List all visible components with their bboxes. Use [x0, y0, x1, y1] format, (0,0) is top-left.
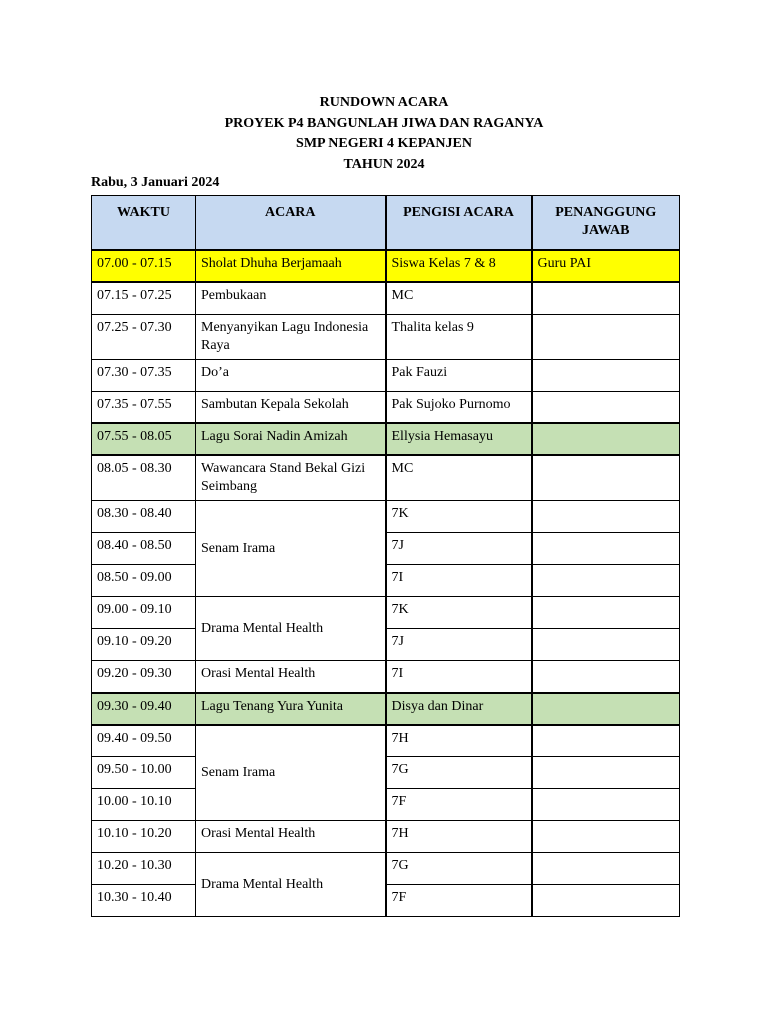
document-header — [0, 93, 768, 175]
table-row — [92, 282, 680, 314]
cell-penanggung-jawab: Guru PAI — [532, 250, 680, 282]
cell-acara: Drama Mental Health — [196, 597, 386, 661]
cell-pengisi: 7I — [386, 661, 532, 693]
cell-waktu: 09.50 - 10.00 — [92, 757, 196, 789]
rundown-table — [91, 195, 680, 917]
cell-penanggung-jawab — [532, 391, 680, 423]
header-acara: ACARA — [196, 196, 386, 251]
cell-penanggung-jawab — [532, 693, 680, 725]
cell-pengisi: Ellysia Hemasayu — [386, 423, 532, 455]
table-row — [92, 757, 680, 789]
cell-pengisi: Pak Sujoko Purnomo — [386, 391, 532, 423]
cell-penanggung-jawab — [532, 725, 680, 757]
cell-waktu: 10.10 - 10.20 — [92, 821, 196, 853]
cell-pengisi: Pak Fauzi — [386, 359, 532, 391]
cell-acara: Lagu Sorai Nadin Amizah — [196, 423, 386, 455]
table-row — [92, 359, 680, 391]
cell-penanggung-jawab — [532, 885, 680, 917]
table-body — [92, 250, 680, 917]
header-pengisi: PENGISI ACARA — [386, 196, 532, 251]
cell-acara: Orasi Mental Health — [196, 821, 386, 853]
cell-waktu: 07.15 - 07.25 — [92, 282, 196, 314]
cell-waktu: 09.40 - 09.50 — [92, 725, 196, 757]
cell-penanggung-jawab — [532, 501, 680, 533]
cell-penanggung-jawab — [532, 314, 680, 359]
table-row — [92, 885, 680, 917]
cell-penanggung-jawab — [532, 359, 680, 391]
cell-acara: Wawancara Stand Bekal Gizi Seimbang — [196, 455, 386, 501]
table-row — [92, 565, 680, 597]
cell-acara: Lagu Tenang Yura Yunita — [196, 693, 386, 725]
cell-waktu: 10.30 - 10.40 — [92, 885, 196, 917]
cell-penanggung-jawab — [532, 282, 680, 314]
cell-waktu: 07.30 - 07.35 — [92, 359, 196, 391]
cell-acara: Sambutan Kepala Sekolah — [196, 391, 386, 423]
cell-pengisi: 7K — [386, 501, 532, 533]
cell-penanggung-jawab — [532, 789, 680, 821]
cell-acara: Orasi Mental Health — [196, 661, 386, 693]
table-row — [92, 821, 680, 853]
table-row — [92, 501, 680, 533]
cell-waktu: 09.30 - 09.40 — [92, 693, 196, 725]
table-row — [92, 314, 680, 359]
cell-waktu: 08.50 - 09.00 — [92, 565, 196, 597]
cell-pengisi: 7G — [386, 757, 532, 789]
cell-acara: Menyanyikan Lagu Indonesia Raya — [196, 314, 386, 359]
cell-penanggung-jawab — [532, 533, 680, 565]
cell-acara: Sholat Dhuha Berjamaah — [196, 250, 386, 282]
cell-waktu: 10.00 - 10.10 — [92, 789, 196, 821]
cell-pengisi: 7J — [386, 629, 532, 661]
cell-penanggung-jawab — [532, 821, 680, 853]
cell-penanggung-jawab — [532, 853, 680, 885]
cell-pengisi: 7H — [386, 821, 532, 853]
cell-waktu: 07.35 - 07.55 — [92, 391, 196, 423]
event-date: Rabu, 3 Januari 2024 — [91, 175, 220, 190]
cell-waktu: 10.20 - 10.30 — [92, 853, 196, 885]
table-row — [92, 455, 680, 501]
cell-acara: Pembukaan — [196, 282, 386, 314]
cell-pengisi: 7I — [386, 565, 532, 597]
cell-acara: Drama Mental Health — [196, 853, 386, 917]
table-row — [92, 423, 680, 455]
cell-pengisi: Disya dan Dinar — [386, 693, 532, 725]
cell-acara: Senam Irama — [196, 725, 386, 821]
cell-waktu: 08.40 - 08.50 — [92, 533, 196, 565]
cell-penanggung-jawab — [532, 423, 680, 455]
table-row — [92, 629, 680, 661]
cell-pengisi: 7F — [386, 885, 532, 917]
title-line-2: PROYEK P4 BANGUNLAH JIWA DAN RAGANYA — [224, 115, 544, 131]
cell-pengisi: 7K — [386, 597, 532, 629]
cell-pengisi: 7H — [386, 725, 532, 757]
title-line-1: RUNDOWN ACARA — [319, 95, 449, 110]
cell-pengisi: 7J — [386, 533, 532, 565]
cell-penanggung-jawab — [532, 629, 680, 661]
cell-pengisi: 7F — [386, 789, 532, 821]
cell-acara: Senam Irama — [196, 501, 386, 597]
cell-acara: Do’a — [196, 359, 386, 391]
title-line-3: SMP NEGERI 4 KEPANJEN — [296, 136, 472, 151]
cell-waktu: 09.20 - 09.30 — [92, 661, 196, 693]
cell-waktu: 09.00 - 09.10 — [92, 597, 196, 629]
table-row — [92, 789, 680, 821]
header-waktu: WAKTU — [92, 196, 196, 251]
cell-waktu: 07.55 - 08.05 — [92, 423, 196, 455]
title-line-4: TAHUN 2024 — [343, 156, 425, 172]
table-header-row — [92, 196, 680, 251]
cell-penanggung-jawab — [532, 565, 680, 597]
cell-waktu: 08.30 - 08.40 — [92, 501, 196, 533]
table-row — [92, 853, 680, 885]
cell-penanggung-jawab — [532, 455, 680, 501]
cell-waktu: 08.05 - 08.30 — [92, 455, 196, 501]
cell-pengisi: Siswa Kelas 7 & 8 — [386, 250, 532, 282]
table-row — [92, 597, 680, 629]
table-row — [92, 725, 680, 757]
header-penanggung-jawab: PENANGGUNG JAWAB — [532, 196, 680, 251]
cell-waktu: 07.00 - 07.15 — [92, 250, 196, 282]
cell-penanggung-jawab — [532, 757, 680, 789]
cell-pengisi: MC — [386, 455, 532, 501]
table-row — [92, 533, 680, 565]
cell-penanggung-jawab — [532, 661, 680, 693]
table-row — [92, 391, 680, 423]
table-row — [92, 250, 680, 282]
cell-waktu: 07.25 - 07.30 — [92, 314, 196, 359]
table-row — [92, 693, 680, 725]
table-row — [92, 661, 680, 693]
cell-pengisi: 7G — [386, 853, 532, 885]
cell-penanggung-jawab — [532, 597, 680, 629]
cell-pengisi: MC — [386, 282, 532, 314]
cell-pengisi: Thalita kelas 9 — [386, 314, 532, 359]
cell-waktu: 09.10 - 09.20 — [92, 629, 196, 661]
